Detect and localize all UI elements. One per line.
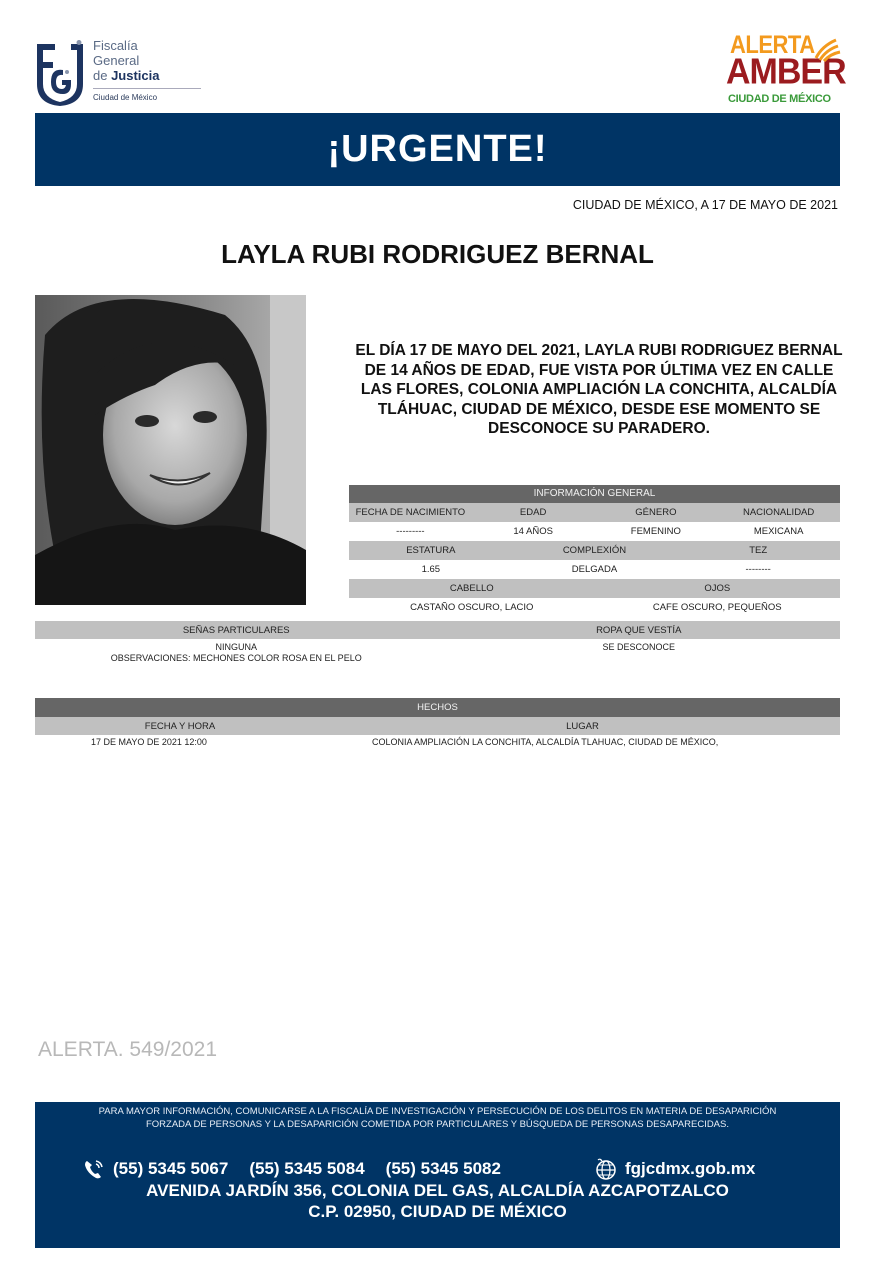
signal-waves-icon — [812, 32, 842, 62]
general-info-header-row1 — [349, 503, 840, 522]
missing-person-name: LAYLA RUBI RODRIGUEZ BERNAL — [221, 239, 654, 269]
value-age: 14 AÑOS — [513, 526, 553, 537]
footer-info — [35, 1106, 840, 1131]
general-info-value-row3 — [349, 598, 840, 617]
missing-person-photo — [35, 295, 306, 605]
portrait-image — [35, 295, 306, 605]
general-info-table — [349, 485, 840, 617]
facts-table — [35, 698, 840, 749]
contact-footer — [35, 1102, 840, 1248]
fgj-logo — [35, 36, 175, 106]
header-hair: CABELLO — [449, 583, 494, 594]
address — [35, 1180, 840, 1222]
marks-cell — [35, 642, 438, 664]
value-place: COLONIA AMPLIACIÓN LA CONCHITA, ALCALDÍA TLAHUAC, CIUDAD DE MÉXICO, — [372, 737, 719, 747]
value-build: DELGADA — [571, 564, 618, 575]
value-eyes: CAFE OSCURO, PEQUEÑOS — [652, 602, 782, 613]
header-gender: GÉNERO — [635, 507, 677, 518]
footer-info-line2: FORZADA DE PERSONAS Y LA DESAPARICIÓN COMETIDA POR PARTICULARES Y BÚSQUEDA DE PERSONAS DESAPARECIDAS. — [145, 1118, 729, 1130]
header-nationality: NACIONALIDAD — [742, 507, 815, 518]
header-complexion: TEZ — [749, 545, 768, 556]
value-marks: NINGUNA — [215, 642, 257, 652]
value-datetime: 17 DE MAYO DE 2021 12:00 — [91, 737, 207, 747]
distinguishing-marks-table — [35, 621, 840, 664]
phone-number-1[interactable]: (55) 5345 5067 — [113, 1159, 229, 1178]
distinguishing-marks-values — [35, 639, 840, 664]
fgj-logo-line3-prefix: de — [93, 68, 112, 83]
header-place: LUGAR — [566, 720, 599, 732]
general-info-header-row3 — [349, 579, 840, 598]
header-build: COMPLEXIÓN — [562, 545, 627, 556]
fgj-logo-city: Ciudad de México — [93, 93, 158, 102]
website-link[interactable]: fgjcdmx.gob.mx — [625, 1159, 756, 1178]
value-nationality: MEXICANA — [753, 526, 804, 537]
header-datetime: FECHA Y HORA — [144, 720, 216, 732]
general-info-value-row2 — [349, 560, 840, 579]
general-info-header-row2 — [349, 541, 840, 560]
amber-logo-word3: CIUDAD DE MÉXICO — [728, 93, 831, 105]
address-line1: AVENIDA JARDÍN 356, COLONIA DEL GAS, ALCALDÍA AZCAPOTZALCO — [146, 1181, 729, 1200]
footer-info-line1: PARA MAYOR INFORMACIÓN, COMUNICARSE A LA FISCALÍA DE INVESTIGACIÓN Y PERSECUCIÓN DE LOS DELITOS EN MATERIA DE DESAPARICIÓN — [98, 1106, 777, 1117]
general-info-title: INFORMACIÓN GENERAL — [349, 485, 840, 503]
urgent-banner — [35, 113, 840, 186]
address-line2: C.P. 02950, CIUDAD DE MÉXICO — [308, 1202, 567, 1221]
value-birthdate: --------- — [396, 526, 425, 537]
fgj-logo-line1: Fiscalía — [93, 38, 138, 53]
amber-logo-word1: ALERTA — [730, 30, 815, 59]
phone-numbers — [83, 1158, 522, 1180]
value-observations: OBSERVACIONES: MECHONES COLOR ROSA EN EL PELO — [110, 653, 362, 663]
header-eyes: OJOS — [704, 583, 731, 594]
narrative-text: EL DÍA 17 DE MAYO DEL 2021, LAYLA RUBI RODRIGUEZ BERNAL DE 14 AÑOS DE EDAD, FUE VISTA POR ÚLTIMA VEZ EN CALLE LAS FLORES, COLONIA AMPLIACIÓN LA CONCHITA, ALCALDÍA TLÁHUAC, CIUDAD DE MÉXICO, DESDE ESE MOMENTO SE DESCONOCE SU PARADERO. — [355, 342, 843, 437]
fgj-shield-icon — [35, 40, 85, 106]
fgj-logo-divider — [93, 88, 201, 89]
header-age: EDAD — [519, 507, 547, 518]
phone-number-2[interactable]: (55) 5345 5084 — [249, 1159, 365, 1178]
header-marks: SEÑAS PARTICULARES — [182, 624, 290, 636]
fgj-logo-text — [93, 38, 160, 83]
distinguishing-marks-header — [35, 621, 840, 639]
phone-number-3[interactable]: (55) 5345 5082 — [385, 1159, 501, 1178]
fgj-logo-line3-bold: Justicia — [111, 68, 160, 83]
value-clothing: SE DESCONOCE — [602, 642, 675, 652]
value-height: 1.65 — [421, 564, 441, 575]
value-complexion: -------- — [745, 564, 771, 575]
general-info-value-row1 — [349, 522, 840, 541]
globe-icon — [595, 1158, 617, 1180]
phone-icon — [83, 1158, 105, 1180]
facts-values — [35, 735, 840, 749]
header-height: ESTATURA — [406, 545, 456, 556]
fgj-logo-line2: General — [93, 53, 140, 68]
value-hair: CASTAÑO OSCURO, LACIO — [410, 602, 534, 613]
value-gender: FEMENINO — [630, 526, 681, 537]
header-clothing: ROPA QUE VESTÍA — [596, 624, 682, 636]
urgent-title: ¡URGENTE! — [327, 128, 548, 170]
facts-header — [35, 717, 840, 735]
alert-number: ALERTA. 549/2021 — [38, 1038, 218, 1061]
header-birthdate: FECHA DE NACIMIENTO — [355, 507, 466, 518]
amber-logo-word2: AMBER — [726, 52, 846, 92]
website — [595, 1158, 755, 1180]
date-line: CIUDAD DE MÉXICO, A 17 DE MAYO DE 2021 — [572, 198, 838, 212]
amber-alert-logo — [724, 30, 844, 108]
facts-title: HECHOS — [35, 698, 840, 717]
